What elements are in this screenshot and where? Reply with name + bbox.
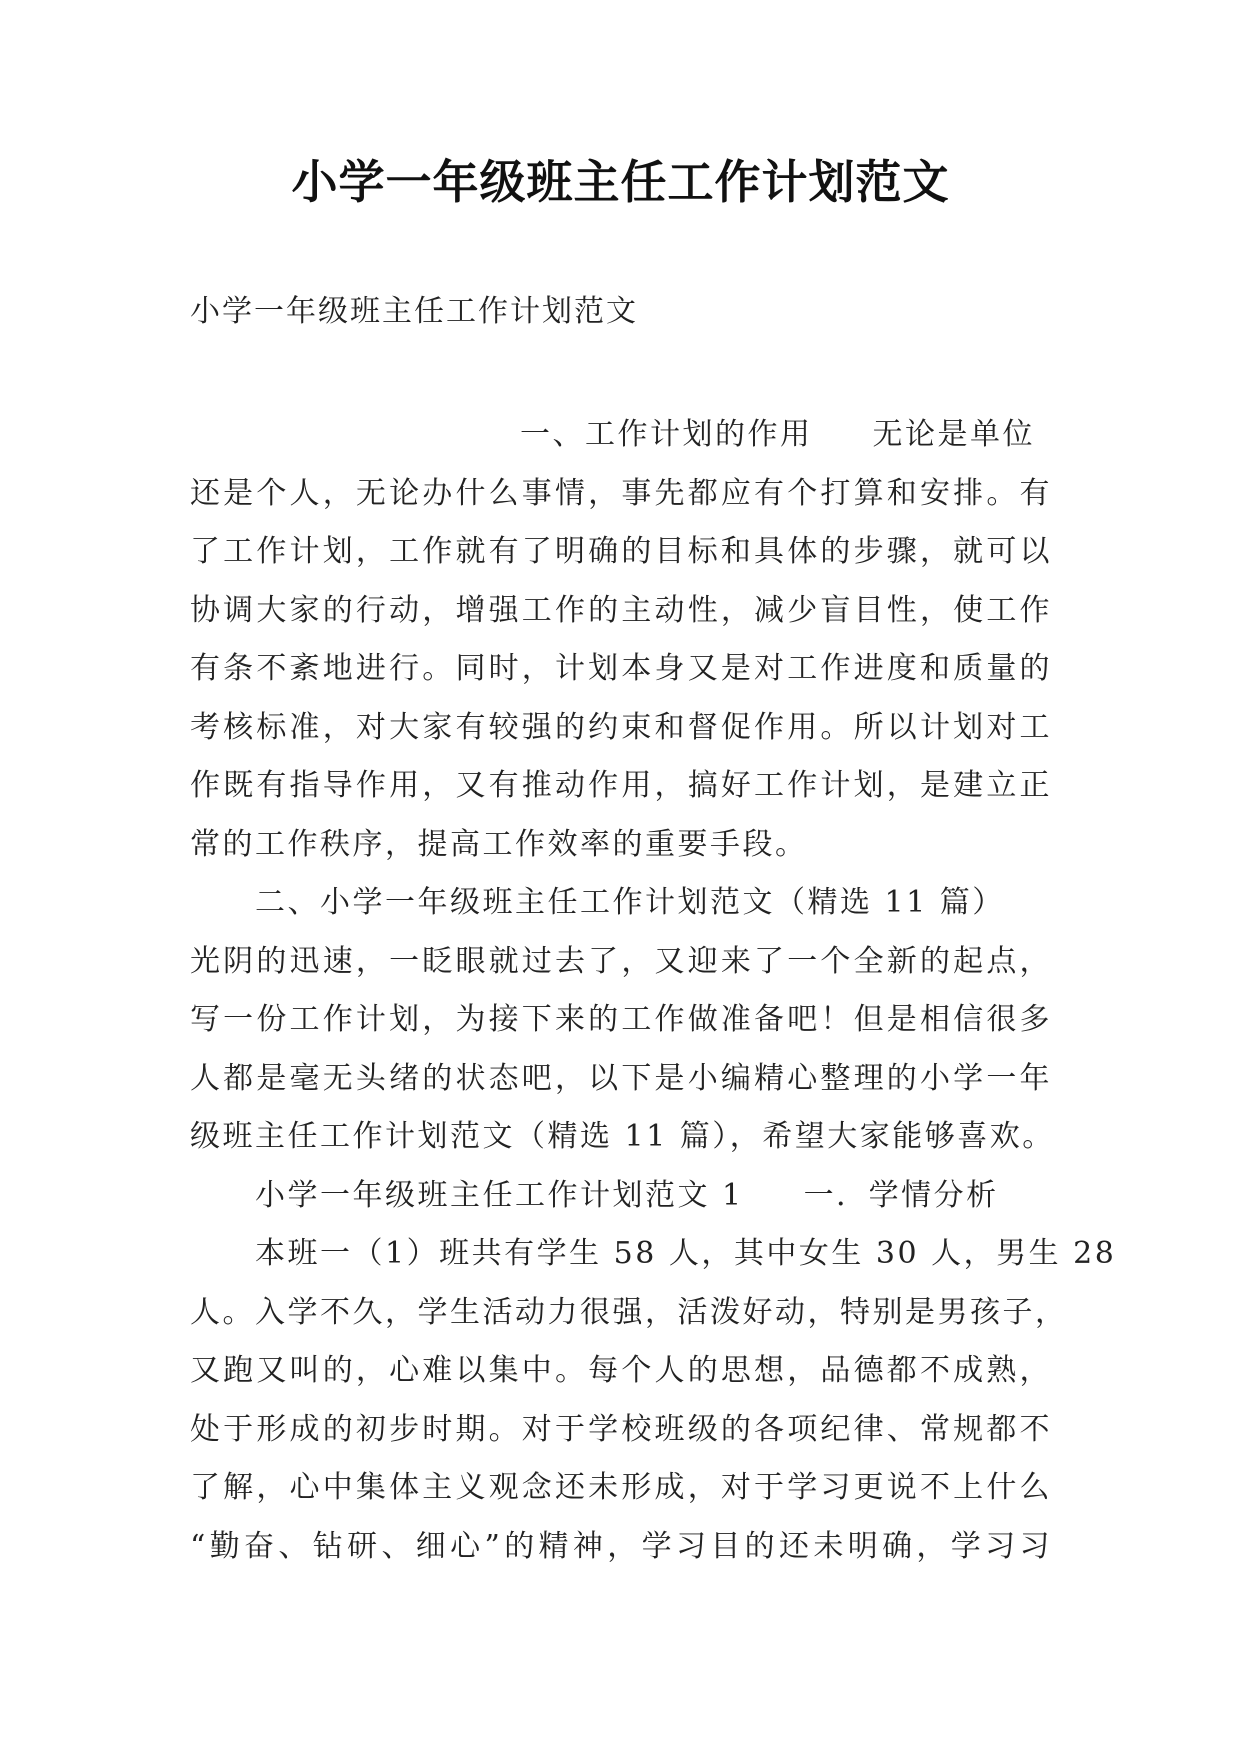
- paragraph-text: 无论是单位: [872, 417, 1035, 452]
- section-heading: 小学一年级班主任工作计划范文 1: [255, 1177, 744, 1213]
- paragraph-line: 人都是毫无头绪的状态吧，以下是小编精心整理的小学一年: [190, 1060, 1052, 1096]
- paragraph-line: 还是个人，无论办什么事情，事先都应有个打算和安排。有: [190, 475, 1052, 511]
- paragraph-line: 光阴的迅速，一眨眼就过去了，又迎来了一个全新的起点，: [190, 943, 1052, 979]
- paragraph-line: 了解，心中集体主义观念还未形成，对于学习更说不上什么: [190, 1470, 1052, 1505]
- section-heading-line: 二、小学一年级班主任工作计划范文（精选 11 篇）: [255, 885, 1005, 920]
- paragraph-line: 人。入学不久，学生活动力很强，活泼好动，特别是男孩子，: [190, 1294, 1068, 1330]
- paragraph-line: 本班一（1）班共有学生 58 人，其中女生 30 人，男生 28: [255, 1236, 1117, 1271]
- paragraph-line: 有条不紊地进行。同时，计划本身又是对工作进度和质量的: [190, 651, 1052, 686]
- document-title: 小学一年级班主任工作计划范文: [291, 155, 950, 209]
- paragraph-line: 写一份工作计划，为接下来的工作做准备吧！但是相信很多: [190, 1002, 1052, 1037]
- paragraph-line: 处于形成的初步时期。对于学校班级的各项纪律、常规都不: [190, 1411, 1052, 1447]
- section-heading-line: [190, 1167, 1052, 1226]
- document-body: [190, 406, 1117, 1576]
- subsection-heading: 一．学情分析: [803, 1177, 999, 1213]
- paragraph-line: 协调大家的行动，增强工作的主动性，减少盲目性，使工作: [190, 592, 1052, 628]
- paragraph-line: “勤奋、钻研、细心”的精神，学习目的还未明确，学习习: [190, 1528, 1052, 1564]
- paragraph-line: 又跑又叫的，心难以集中。每个人的思想，品德都不成熟，: [190, 1353, 1052, 1388]
- document-subtitle: 小学一年级班主任工作计划范文: [190, 294, 638, 329]
- paragraph-line: 考核标准，对大家有较强的约束和督促作用。所以计划对工: [190, 709, 1052, 745]
- section-heading-line: [190, 406, 1052, 465]
- paragraph-line: 常的工作秩序，提高工作效率的重要手段。: [190, 826, 808, 862]
- paragraph-line: 级班主任工作计划范文（精选 11 篇），希望大家能够喜欢。: [190, 1119, 1055, 1154]
- paragraph-line: 了工作计划，工作就有了明确的目标和具体的步骤，就可以: [190, 534, 1052, 569]
- section-heading: 一、工作计划的作用: [520, 417, 813, 452]
- paragraph-line: 作既有指导作用，又有推动作用，搞好工作计划，是建立正: [190, 768, 1052, 803]
